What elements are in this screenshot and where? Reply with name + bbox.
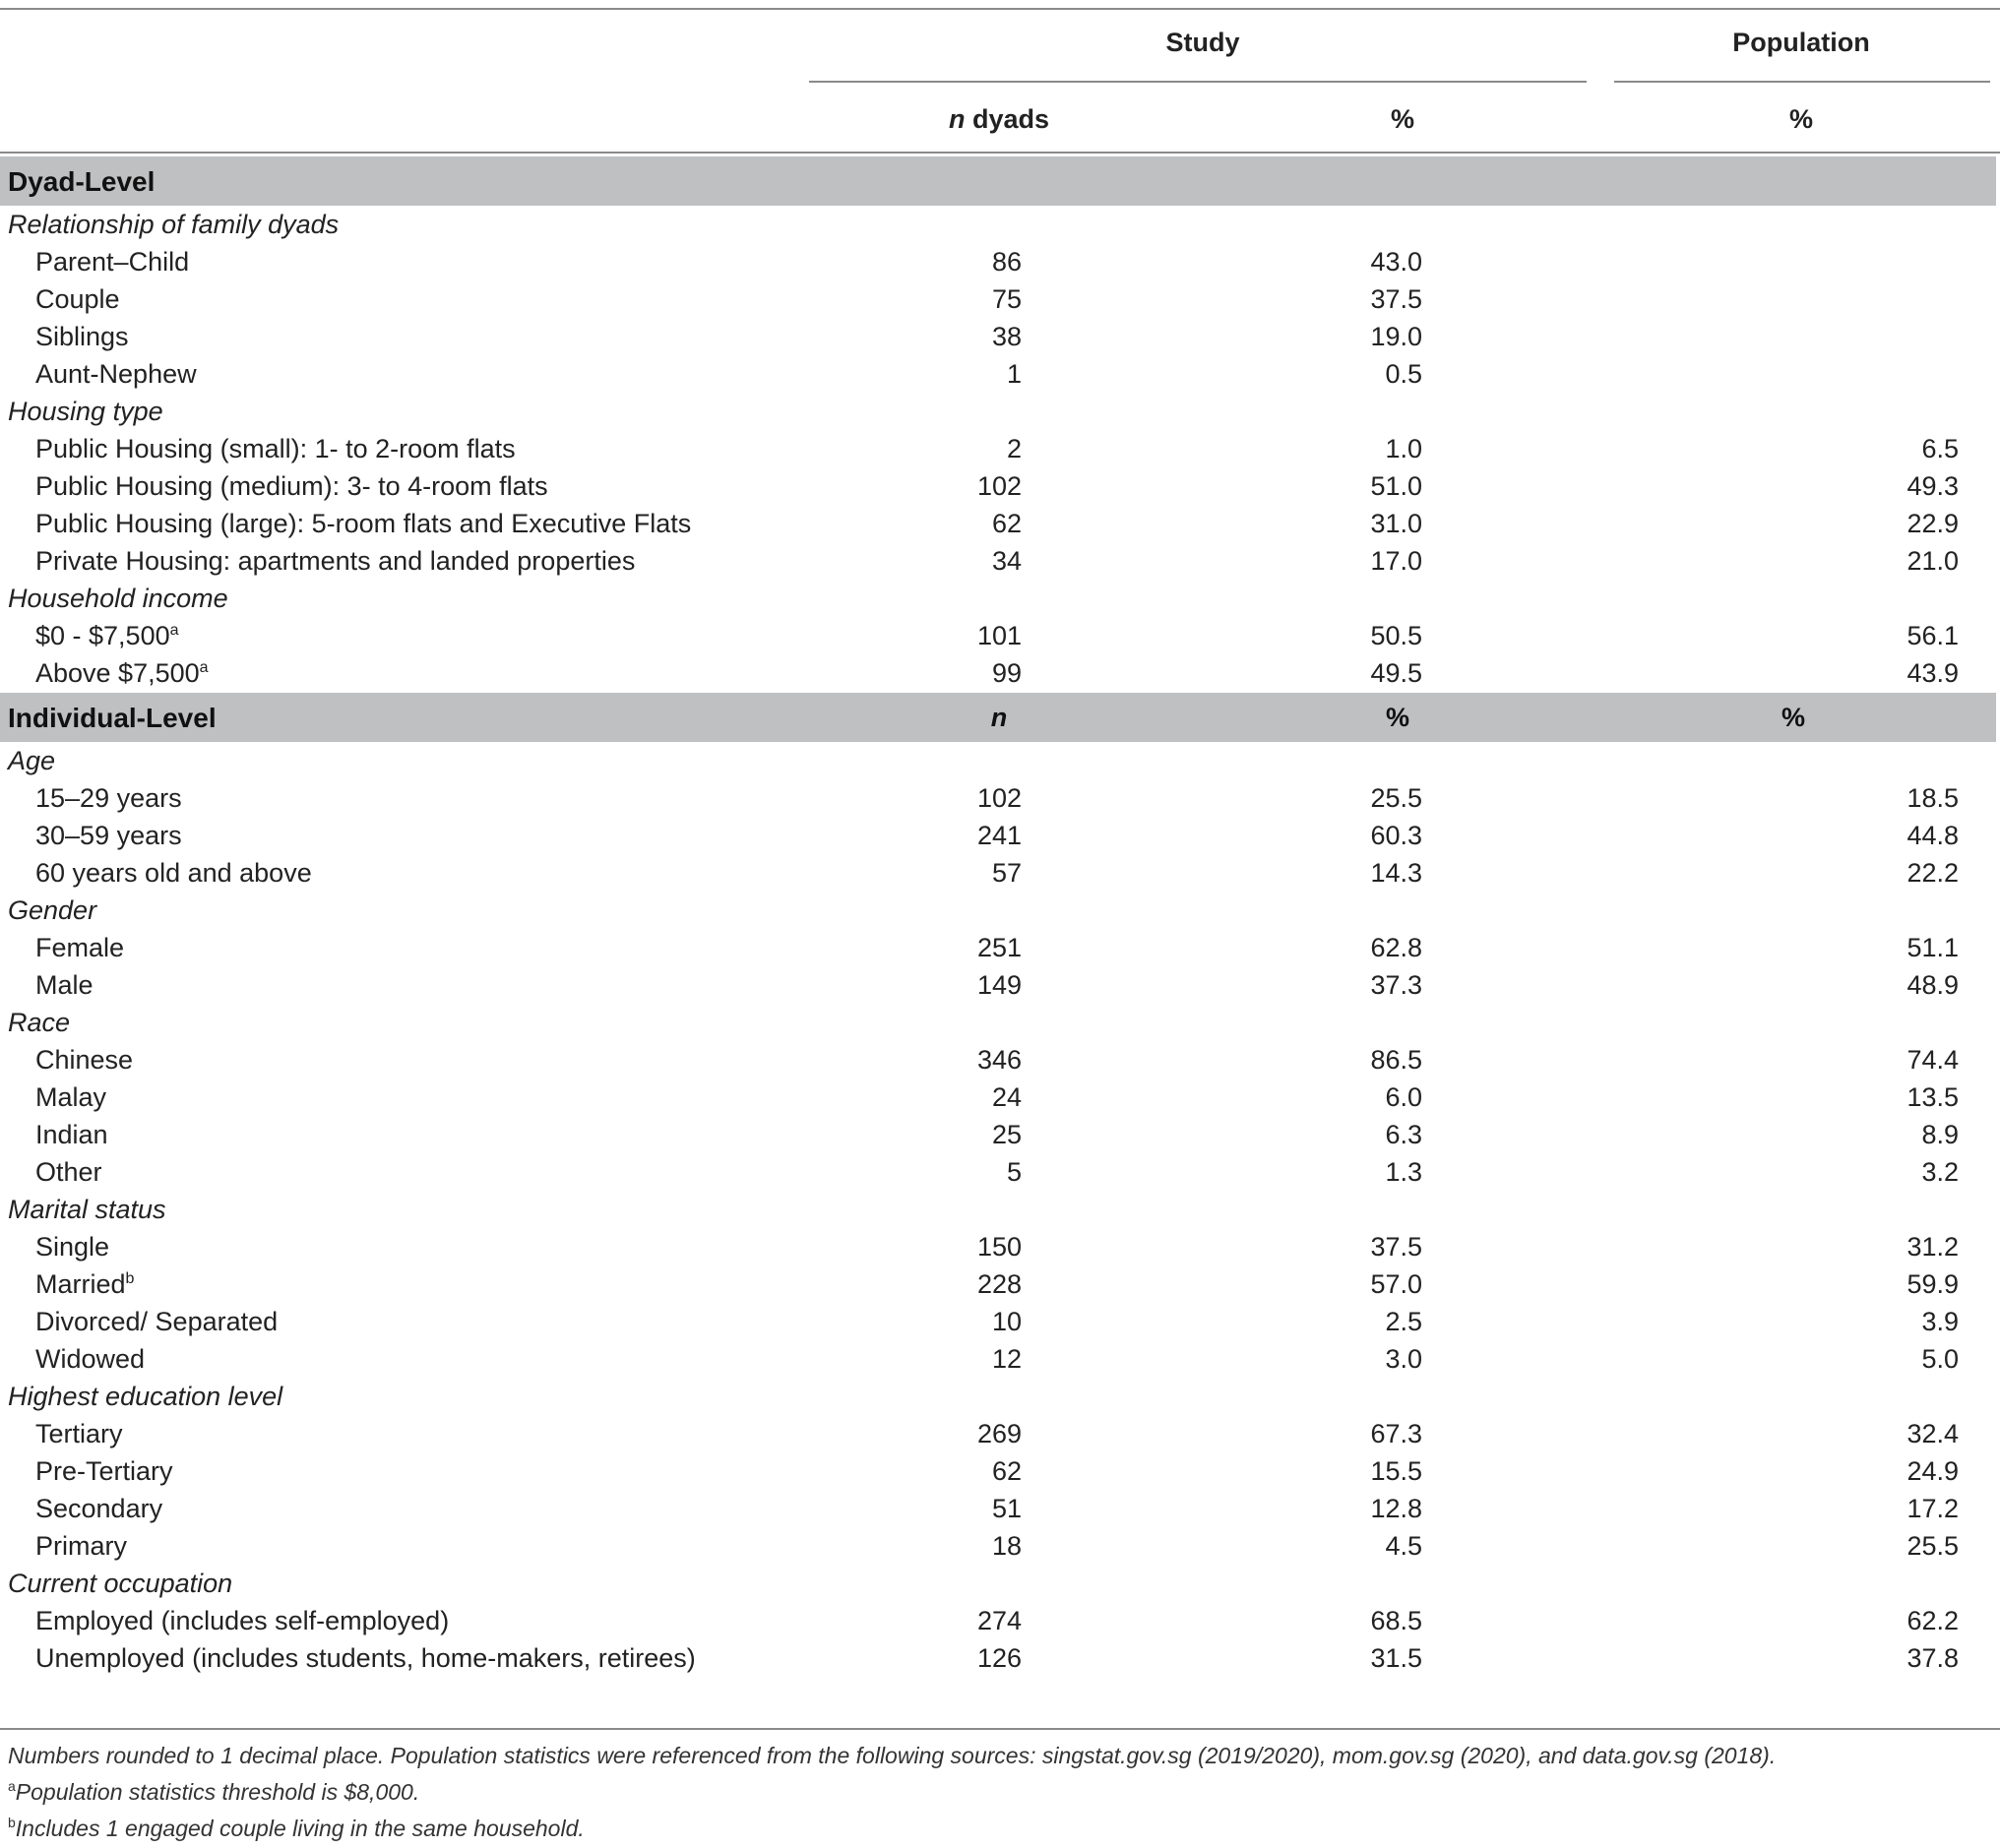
study-pct-value: 50.5 [1370, 621, 1422, 650]
population-pct-value: 44.8 [1906, 821, 1959, 850]
row-label [35, 280, 120, 318]
table-row [0, 1303, 2000, 1340]
study-pct-value: 19.0 [1370, 322, 1422, 351]
n-value: 25 [991, 1120, 1022, 1149]
study-pct-value: 57.0 [1370, 1269, 1422, 1299]
study-pct-value: 37.5 [1370, 1232, 1422, 1262]
row-label-text: Married [35, 1269, 126, 1299]
n-value: 346 [976, 1045, 1022, 1075]
table-row [0, 966, 2000, 1004]
row-label-text: Single [35, 1232, 110, 1262]
n-value: 75 [991, 284, 1022, 314]
population-pct-value: 3.9 [1921, 1307, 1959, 1336]
n-value: 34 [991, 546, 1022, 576]
study-pct-value: 15.5 [1370, 1456, 1422, 1486]
row-label-text: Unemployed (includes students, home-makers, retirees) [35, 1643, 696, 1673]
study-pct-value: 37.3 [1370, 970, 1422, 1000]
category-row [0, 1378, 2000, 1415]
table-row [0, 1228, 2000, 1265]
table-row [0, 1340, 2000, 1378]
population-group-header: Population [1732, 28, 1870, 57]
n-value: 2 [1006, 434, 1022, 463]
row-label-text: Chinese [35, 1045, 134, 1075]
row-label-text: 60 years old and above [35, 858, 312, 888]
table-row [0, 1490, 2000, 1527]
row-label [35, 355, 197, 393]
footnote-b-text: Includes 1 engaged couple living in the same household. [15, 1816, 585, 1841]
study-pct-value: 86.5 [1370, 1045, 1422, 1075]
row-label [35, 1228, 109, 1265]
row-label-text: Couple [35, 284, 120, 314]
row-label-text: Public Housing (small): 1- to 2-room flats [35, 434, 516, 463]
row-label [35, 1452, 173, 1490]
population-group-underline [1614, 81, 1990, 83]
population-pct-value: 22.2 [1906, 858, 1959, 888]
row-label-text: Widowed [35, 1344, 146, 1374]
table-row [0, 318, 2000, 355]
category-row [0, 393, 2000, 430]
row-label [35, 1415, 123, 1452]
study-pct-value: 31.5 [1370, 1643, 1422, 1673]
study-pct-value: 62.8 [1370, 933, 1422, 962]
category-row [0, 892, 2000, 929]
study-pct-value: 1.3 [1385, 1157, 1422, 1187]
row-label [35, 929, 124, 966]
row-label [35, 654, 209, 692]
row-label [35, 1303, 278, 1340]
population-pct-value: 13.5 [1906, 1082, 1959, 1112]
row-label-text: 30–59 years [35, 821, 182, 850]
row-label-text: Male [35, 970, 94, 1000]
row-label [35, 1527, 127, 1565]
table-row [0, 779, 2000, 817]
row-label [35, 1116, 108, 1153]
n-value: 12 [991, 1344, 1022, 1374]
category-label: Gender [8, 895, 97, 925]
n-value: 99 [991, 658, 1022, 688]
row-label [35, 318, 129, 355]
row-label-text: Above $7,500 [35, 658, 200, 688]
row-label [35, 1639, 696, 1677]
footnote-marker: b [125, 1270, 135, 1287]
row-label [35, 1078, 106, 1116]
row-label [35, 243, 189, 280]
footnote-a [8, 1779, 419, 1806]
row-label-text: Public Housing (large): 5-room flats and Executive Flats [35, 509, 692, 538]
population-pct-value: 21.0 [1906, 546, 1959, 576]
population-pct-value: 32.4 [1906, 1419, 1959, 1448]
population-pct-value: 31.2 [1906, 1232, 1959, 1262]
table-bottom-rule [0, 1728, 2000, 1730]
row-label-text: Secondary [35, 1494, 163, 1523]
table-row [0, 929, 2000, 966]
row-label-text: Private Housing: apartments and landed properties [35, 546, 636, 576]
table-row [0, 817, 2000, 854]
study-pct-value: 51.0 [1370, 471, 1422, 501]
table-row [0, 1527, 2000, 1565]
category-label: Current occupation [8, 1569, 233, 1598]
table-row [0, 1639, 2000, 1677]
row-label [35, 1490, 162, 1527]
row-label [35, 1265, 134, 1303]
n-value: 38 [991, 322, 1022, 351]
population-pct-value: 17.2 [1906, 1494, 1959, 1523]
n-symbol: n [948, 104, 966, 134]
section-pop-pct-header-individual: % [1781, 703, 1805, 732]
row-label-text: Indian [35, 1120, 108, 1149]
n-value: 5 [1006, 1157, 1022, 1187]
n-value: 102 [976, 471, 1022, 501]
study-group-header: Study [1165, 28, 1240, 57]
population-pct-value: 48.9 [1906, 970, 1959, 1000]
table-row [0, 1153, 2000, 1191]
section-band-individual [0, 693, 1996, 742]
footnote-b [8, 1816, 585, 1842]
row-label [35, 1153, 102, 1191]
population-pct-value: 43.9 [1906, 658, 1959, 688]
table-row [0, 854, 2000, 892]
study-pct-value: 31.0 [1370, 509, 1422, 538]
population-pct-value: 49.3 [1906, 471, 1959, 501]
table-top-rule [0, 8, 2000, 10]
row-label-text: Siblings [35, 322, 129, 351]
row-label-text: Pre-Tertiary [35, 1456, 173, 1486]
footnote-marker: a [169, 622, 179, 639]
table-row [0, 355, 2000, 393]
n-value: 150 [976, 1232, 1022, 1262]
n-value: 269 [976, 1419, 1022, 1448]
category-label: Marital status [8, 1195, 166, 1224]
footnote-a-mark: a [8, 1778, 16, 1794]
n-value: 251 [976, 933, 1022, 962]
table-row [0, 1415, 2000, 1452]
row-label-text: Tertiary [35, 1419, 123, 1448]
row-label [35, 817, 182, 854]
table-row [0, 1116, 2000, 1153]
row-label-text: Female [35, 933, 125, 962]
category-row [0, 1565, 2000, 1602]
population-pct-value: 18.5 [1906, 783, 1959, 813]
section-n-header-individual: n [990, 703, 1008, 732]
n-value: 1 [1006, 359, 1022, 389]
study-pct-value: 6.3 [1385, 1120, 1422, 1149]
n-value: 51 [991, 1494, 1022, 1523]
row-label [35, 779, 182, 817]
row-label [35, 617, 179, 654]
population-pct-value: 37.8 [1906, 1643, 1959, 1673]
table-row [0, 617, 2000, 654]
footnote-marker: a [199, 659, 209, 676]
study-pct-value: 6.0 [1385, 1082, 1422, 1112]
n-dyads-column-header [886, 104, 1112, 135]
population-pct-value: 22.9 [1906, 509, 1959, 538]
section-title-individual: Individual-Level [8, 703, 217, 733]
table-row [0, 467, 2000, 505]
row-label-text: Aunt-Nephew [35, 359, 197, 389]
study-pct-value: 14.3 [1370, 858, 1422, 888]
n-value: 24 [991, 1082, 1022, 1112]
row-label-text: Malay [35, 1082, 107, 1112]
category-label: Relationship of family dyads [8, 210, 340, 239]
population-pct-value: 8.9 [1921, 1120, 1959, 1149]
n-value: 228 [976, 1269, 1022, 1299]
section-band-dyad [0, 156, 1996, 206]
category-row [0, 1191, 2000, 1228]
n-value: 10 [991, 1307, 1022, 1336]
row-label [35, 1340, 145, 1378]
study-pct-value: 1.0 [1385, 434, 1422, 463]
category-label: Age [8, 746, 56, 775]
study-pct-value: 67.3 [1370, 1419, 1422, 1448]
study-pct-value: 68.5 [1370, 1606, 1422, 1635]
dyads-word: dyads [965, 104, 1050, 134]
table-row [0, 1265, 2000, 1303]
row-label-text: Employed (includes self-employed) [35, 1606, 450, 1635]
row-label [35, 1602, 449, 1639]
population-pct-value: 51.1 [1906, 933, 1959, 962]
n-value: 274 [976, 1606, 1022, 1635]
row-label [35, 854, 312, 892]
table-row [0, 505, 2000, 542]
population-pct-value: 59.9 [1906, 1269, 1959, 1299]
category-row [0, 742, 2000, 779]
population-pct-value: 56.1 [1906, 621, 1959, 650]
n-value: 86 [991, 247, 1022, 277]
n-value: 149 [976, 970, 1022, 1000]
header-bottom-rule [0, 152, 2000, 154]
row-label-text: Primary [35, 1531, 127, 1561]
table-row [0, 243, 2000, 280]
table-row [0, 1602, 2000, 1639]
row-label [35, 430, 516, 467]
population-pct-value: 24.9 [1906, 1456, 1959, 1486]
table-row [0, 654, 2000, 692]
n-value: 62 [991, 1456, 1022, 1486]
population-pct-value: 25.5 [1906, 1531, 1959, 1561]
category-label: Housing type [8, 397, 163, 426]
study-pct-value: 4.5 [1385, 1531, 1422, 1561]
n-value: 102 [976, 783, 1022, 813]
n-value: 62 [991, 509, 1022, 538]
study-pct-value: 25.5 [1370, 783, 1422, 813]
footnote-a-text: Population statistics threshold is $8,000. [15, 1779, 420, 1805]
row-label-text: Divorced/ Separated [35, 1307, 279, 1336]
study-pct-value: 37.5 [1370, 284, 1422, 314]
n-value: 126 [976, 1643, 1022, 1673]
study-pct-value: 3.0 [1385, 1344, 1422, 1374]
table-row [0, 1041, 2000, 1078]
study-pct-value: 0.5 [1385, 359, 1422, 389]
population-pct-value: 62.2 [1906, 1606, 1959, 1635]
table-note: Numbers rounded to 1 decimal place. Population statistics were referenced from the following sources: singstat.gov.sg (2019/2020), mom.gov.sg (2020), and data.gov.sg (2018). [8, 1743, 1777, 1768]
n-value: 241 [976, 821, 1022, 850]
category-label: Household income [8, 584, 228, 613]
category-label: Highest education level [8, 1382, 283, 1411]
row-label [35, 467, 548, 505]
study-pct-value: 49.5 [1370, 658, 1422, 688]
study-pct-value: 12.8 [1370, 1494, 1422, 1523]
table-row [0, 542, 2000, 580]
study-pct-value: 2.5 [1385, 1307, 1422, 1336]
population-pct-value: 3.2 [1921, 1157, 1959, 1187]
table-row [0, 1452, 2000, 1490]
row-label-text: Other [35, 1157, 102, 1187]
section-study-pct-header-individual: % [1385, 703, 1409, 732]
population-pct-value: 6.5 [1921, 434, 1959, 463]
n-value: 101 [976, 621, 1022, 650]
n-value: 57 [991, 858, 1022, 888]
row-label [35, 1041, 133, 1078]
population-pct-value: 74.4 [1906, 1045, 1959, 1075]
category-row [0, 580, 2000, 617]
table-row [0, 1078, 2000, 1116]
row-label [35, 505, 691, 542]
row-label [35, 542, 635, 580]
row-label-text: Public Housing (medium): 3- to 4-room flats [35, 471, 548, 501]
row-label-text: Parent–Child [35, 247, 190, 277]
row-label [35, 966, 94, 1004]
row-label-text: $0 - $7,500 [35, 621, 170, 650]
study-pct-value: 17.0 [1370, 546, 1422, 576]
category-label: Race [8, 1008, 71, 1037]
table-row [0, 280, 2000, 318]
study-pct-column-header: % [1390, 104, 1414, 134]
footnote-b-mark: b [8, 1815, 16, 1830]
row-label-text: 15–29 years [35, 783, 182, 813]
section-title-dyad: Dyad-Level [8, 166, 156, 197]
study-pct-value: 43.0 [1370, 247, 1422, 277]
population-pct-column-header: % [1788, 104, 1813, 134]
category-row [0, 206, 2000, 243]
study-group-underline [809, 81, 1587, 83]
n-value: 18 [991, 1531, 1022, 1561]
population-pct-value: 5.0 [1921, 1344, 1959, 1374]
category-row [0, 1004, 2000, 1041]
study-pct-value: 60.3 [1370, 821, 1422, 850]
table-row [0, 430, 2000, 467]
